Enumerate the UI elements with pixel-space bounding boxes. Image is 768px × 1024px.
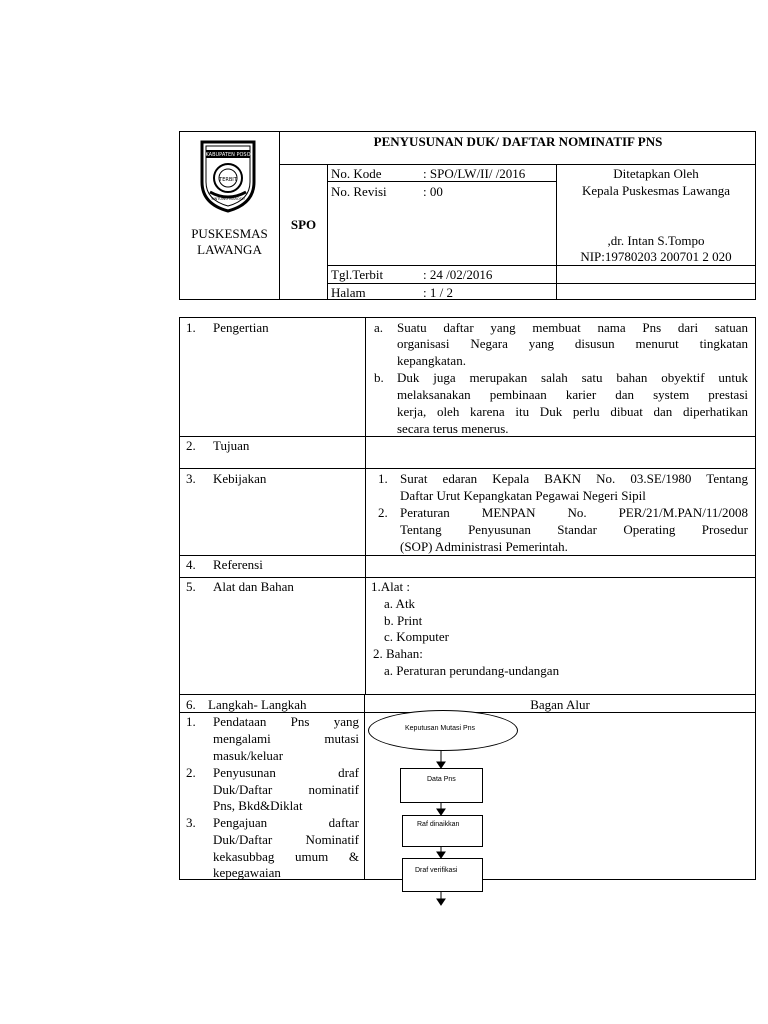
alat-num: 5. xyxy=(186,579,196,594)
alat-item-print: b. Print xyxy=(384,613,423,628)
document-title: PENYUSUNAN DUK/ DAFTAR NOMINATIF PNS xyxy=(373,134,663,149)
flow-box-draf xyxy=(402,858,483,892)
kebijakan-item2-line2: Tentang Penyusunan Standar Operating Prosedur xyxy=(400,522,748,537)
kebijakan-item2-marker: 2. xyxy=(378,505,388,520)
flow-box-raf xyxy=(402,815,483,847)
step2-marker: 2. xyxy=(186,765,196,780)
alat-item-komputer: c. Komputer xyxy=(384,629,449,644)
kebijakan-item2-line1: Peraturan MENPAN No. PER/21/M.PAN/11/2008 xyxy=(400,505,748,520)
kode-label: No. Kode xyxy=(331,166,382,181)
step1-line3: masuk/keluar xyxy=(213,748,284,763)
org-name-line1: PUSKESMAS xyxy=(191,226,268,241)
step3-line3: kekasubbag umum & xyxy=(213,849,359,864)
halam-label: Halam xyxy=(331,285,366,300)
step1-line2: mengalami mutasi xyxy=(213,731,359,746)
pengertian-a-line1: Suatu daftar yang membuat nama Pns dari satuan xyxy=(397,320,748,335)
kode-value: : SPO/LW/II/ /2016 xyxy=(423,166,526,181)
pengertian-a-line3: kepangkatan. xyxy=(397,353,466,368)
kebijakan-item1-line2: Daftar Urut Kepangkatan Pegawai Negeri Sipil xyxy=(400,488,646,503)
pengertian-b-line4: secara terus menerus. xyxy=(397,421,509,436)
svg-text:SINTUWU MAROSO: SINTUWU MAROSO xyxy=(211,197,245,201)
bagan-alur-label: Bagan Alur xyxy=(530,697,590,712)
pengertian-b-line2: melaksanakan pembinaan karier dan system prestasi xyxy=(397,387,748,402)
revisi-label: No. Revisi xyxy=(331,184,387,199)
step3-marker: 3. xyxy=(186,815,196,830)
step2-line3: Pns, Bkd&Diklat xyxy=(213,798,303,813)
logo xyxy=(196,138,260,214)
pengertian-num: 1. xyxy=(186,320,196,335)
flow-start-text: Keputusan Mutasi Pns xyxy=(405,725,476,732)
step2-line2: Duk/Daftar nominatif xyxy=(213,782,359,797)
approval-nip: NIP:19780203 200701 2 020 xyxy=(580,249,732,264)
svg-text:KABUPATEN POSO: KABUPATEN POSO xyxy=(205,152,251,158)
bahan-item-peraturan: a. Peraturan perundang-undangan xyxy=(384,663,560,678)
svg-text:TERBIT: TERBIT xyxy=(219,177,237,183)
flow-start-oval xyxy=(368,710,518,751)
kebijakan-item1-marker: 1. xyxy=(378,471,388,486)
approval-name: ,dr. Intan S.Tompo xyxy=(607,233,705,248)
approval-line1: Ditetapkan Oleh xyxy=(613,166,699,181)
step3-line4: kepegawaian xyxy=(213,865,281,880)
terbit-value: : 24 /02/2016 xyxy=(423,267,493,282)
kebijakan-label: Kebijakan xyxy=(213,471,267,486)
flow-box-draf-text: Draf verifikasi xyxy=(415,867,458,874)
pengertian-a-marker: a. xyxy=(374,320,384,335)
langkah-label: Langkah- Langkah xyxy=(208,697,307,712)
referensi-num: 4. xyxy=(186,557,196,572)
pengertian-b-line1: Duk juga merupakan salah satu bahan obyektif untuk xyxy=(397,370,748,385)
pengertian-label: Pengertian xyxy=(213,320,269,335)
step1-marker: 1. xyxy=(186,714,196,729)
revisi-value: : 00 xyxy=(423,184,443,199)
kebijakan-item1-line1: Surat edaran Kepala BAKN No. 03.SE/1980 Tentang xyxy=(400,471,748,486)
approval-line2: Kepala Puskesmas Lawanga xyxy=(581,183,730,198)
step1-line1: Pendataan Pns yang xyxy=(213,714,359,729)
flow-box-data-pns-text: Data Pns xyxy=(427,776,456,783)
kebijakan-num: 3. xyxy=(186,471,196,486)
flow-box-data-pns xyxy=(400,768,483,803)
referensi-label: Referensi xyxy=(213,557,263,572)
pengertian-b-marker: b. xyxy=(374,370,384,385)
step3-line1: Pengajuan daftar xyxy=(213,815,359,830)
halam-value: : 1 / 2 xyxy=(423,285,453,300)
pengertian-a-line2: organisasi Negara yang disusun menurut tingkatan xyxy=(397,336,748,351)
tujuan-label: Tujuan xyxy=(213,438,250,453)
alat-item-atk: a. Atk xyxy=(384,596,416,611)
flow-box-raf-text: Raf dinaikkan xyxy=(417,821,460,828)
terbit-label: Tgl.Terbit xyxy=(331,267,384,282)
alat-label: Alat dan Bahan xyxy=(213,579,294,594)
pengertian-b-line3: kerja, oleh karena itu Duk perlu dibuat dan diperhatikan xyxy=(397,404,748,419)
langkah-num: 6. xyxy=(186,697,196,712)
org-name-line2: LAWANGA xyxy=(197,242,262,257)
alat-title: 1.Alat : xyxy=(371,579,410,594)
tujuan-num: 2. xyxy=(186,438,196,453)
step3-line2: Duk/Daftar Nominatif xyxy=(213,832,359,847)
step2-line1: Penyusunan draf xyxy=(213,765,359,780)
spo-label: SPO xyxy=(290,217,317,232)
kebijakan-item2-line3: (SOP) Administrasi Pemerintah. xyxy=(400,539,568,554)
bahan-title: 2. Bahan: xyxy=(373,646,423,661)
